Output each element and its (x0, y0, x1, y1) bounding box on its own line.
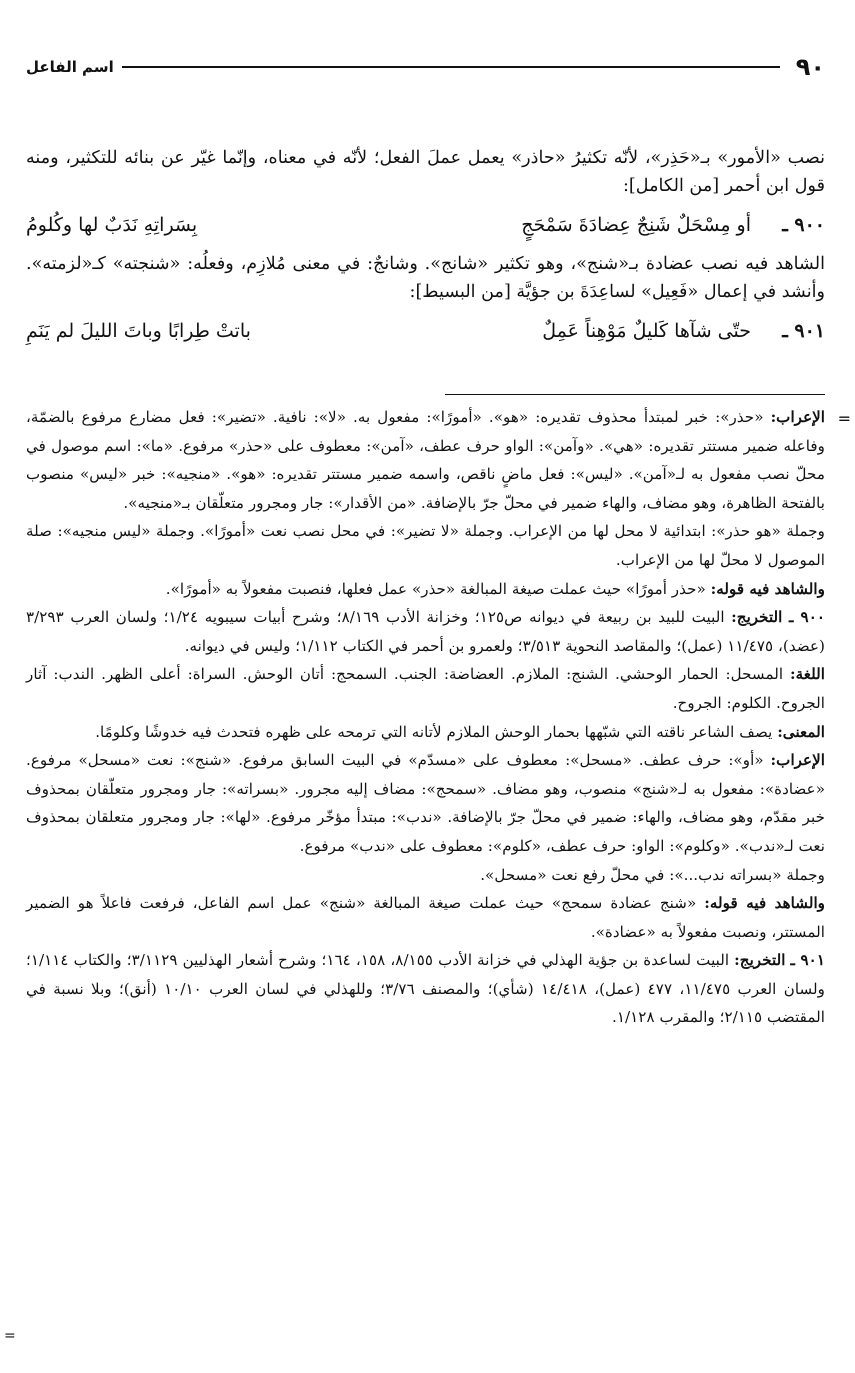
verse-900 (26, 200, 825, 250)
footnote-900-maana (26, 718, 825, 747)
footnote-label: والشاهد فيه قوله: (710, 579, 825, 598)
footnote-900-lugha (26, 660, 825, 717)
footnote-text: «أو»: حرف عطف. «مسحل»: معطوف على «مسدّم» في البيت السابق مرفوع. «شنج»: نعت «مسحل» مرفوع. «عضادة»: مفعول به لـ«شنج» منصوب، وهو مضاف. «سمحج»: مضاف إليه مجرور. «بسراته»: جار ومجرور متعلّقان بمحذوف خبر مقدّم، وهو مضاف، والهاء: ضمير في محلّ جرّ بالإضافة. «ندب»: مبتدأ مؤخّر مرفوع. «لها»: جار ومجرور متعلقان بمحذوف نعت لـ«ندب». «وكلوم»: الواو: حرف عطف، «كلوم»: معطوف على «ندب» مرفوع. (26, 751, 825, 855)
header-rule (122, 66, 780, 68)
verse-number: ٩٠١ ـ (782, 320, 825, 342)
footnote-label: التخريج: (731, 608, 783, 627)
section-title: اسم الفاعل (26, 58, 114, 76)
footnote-text: وجملة «هو حذر»: ابتدائية لا محل لها من الإعراب. وجملة «لا تضير»: في محل نصب نعت «أمورًا». وجملة «ليس منجيه»: صلة الموصول لا محلّ لها من الإعراب. (26, 522, 825, 569)
footnote-901-takhrij (26, 946, 825, 1032)
page-number: ٩٠ (795, 53, 825, 81)
footnote-900-takhrij (26, 603, 825, 660)
body-paragraph-1: نصب «الأمور» بـ«حَذِر»، لأنّه تكثيرُ «حاذر» يعمل عملَ الفعل؛ لأنّه في معناه، وإنّما غيّر عن بنائه للتكثير، ومنه قول ابن أحمر [من الكامل]: (26, 148, 825, 196)
footnote-label: اللغة: (790, 665, 825, 684)
footnotes (26, 403, 851, 1032)
footnote-label: الإعراب: (770, 408, 826, 426)
verse-number: ٩٠٠ ـ (782, 214, 825, 236)
footnote-900-sentences (26, 861, 825, 890)
verse-hemistich-2: بِسَراتِهِ نَدَبٌ لها وكُلومُ (26, 214, 198, 236)
footnote-text: «حذر أمورًا» حيث عملت صيغة المبالغة «حذر» عمل فعلها، فنصبت مفعولاً به «أمورًا». (165, 579, 706, 598)
footnote-text: «حذر»: خبر لمبتدأ محذوف تقديره: «هو». «أمورًا»: مفعول به. «لا»: نافية. «تضير»: فعل مضارع مرفوع بالضمّة، وفاعله ضمير مستتر تقديره: «هي». «وآمن»: الواو حرف عطف، «آمن»: معطوف على «حذر» مرفوع. «ما»: اسم موصول في محلّ نصب مفعول به لـ«آمن». «ليس»: فعل ماضٍ ناقص، واسمه ضمير مستتر تقديره: «هو». «منجيه»: خبر «ليس» منصوب بالفتحة الظاهرة، وهو مضاف، والهاء ضمير في محلّ جرّ بالإضافة. «من الأقدار»: جار ومجرور متعلّقان بـ«منجيه». (26, 408, 825, 512)
footnote-text: البيت لساعدة بن جؤية الهذلي في خزانة الأدب ٨/١٥٥، ١٥٨، ١٦٤؛ وشرح أشعار الهذليين ٣/١١٢٩؛ والكتاب ١/١١٤؛ ولسان العرب ١١/٤٧٥، ٤٧٧ (عمل)، ١٤/٤١٨ (شأي)؛ والمصنف ٣/٧٦؛ وللهذلي في لسان العرب ١٠/١٠ (أنق)؛ وبلا نسبة في المقتضب ٢/١١٥؛ والمقرب ١/١٢٨. (26, 951, 825, 1027)
footnote-label: والشاهد فيه قوله: (704, 894, 826, 913)
footnote-text: يصف الشاعر ناقته التي شبّهها بحمار الوحش الملازم لأتانه التي ترمحه على ظهره فتحدث فيه خدوشًا وكلومًا. (95, 722, 773, 741)
verse-hemistich-1: حتّى شآها كَليلٌ مَوْهِناً عَمِلٌ (542, 320, 751, 342)
footnote-shahid-prev (26, 575, 825, 604)
footnote-separator (445, 394, 825, 395)
footnote-label: الإعراب: (770, 751, 825, 770)
footnote-label: التخريج: (734, 951, 786, 970)
footnote-label: المعنى: (777, 722, 825, 741)
page-edge-mark: = (4, 1328, 16, 1344)
footnote-text: «شنج عضادة سمحج» حيث عملت صيغة المبالغة «شنج» عمل اسم الفاعل، فرفعت فاعلاً هو الضمير المستتر، ونصبت مفعولاً به «عضادة». (26, 894, 825, 941)
verse-901 (26, 306, 825, 356)
footnote-900-irab (26, 746, 825, 860)
footnote-number: ٩٠٠ ـ (789, 608, 826, 627)
footnote-text: المسحل: الحمار الوحشي. الشنج: الملازم. العضاضة: الجنب. السمحج: أتان الوحش. السراة: أعلى الظهر. الندب: آثار الجروح. الكلوم: الجروح. (26, 665, 825, 712)
verse-hemistich-1: أو مِسْحَلٌ شَنِجٌ عِضادَةَ سَمْحَجٍ (521, 214, 751, 236)
footnote-number: ٩٠١ ـ (790, 951, 825, 970)
page-header (26, 52, 825, 82)
footnote-text: وجملة «بسراته ندب...»: في محلّ رفع نعت «مسحل». (480, 865, 825, 884)
footnote-900-shahid (26, 889, 825, 946)
footnote-text: البيت للبيد بن ربيعة في ديوانه ص١٢٥؛ وخزانة الأدب ٨/١٦٩؛ وشرح أبيات سيبويه ١/٢٤؛ ولسان العرب ٣/٢٩٣ (عضد)، ١١/٤٧٥ (عمل)؛ والمقاصد النحوية ٣/٥١٣؛ ولعمرو بن أحمر في الكتاب ١/١١٢؛ وليس في ديوانه. (26, 608, 825, 655)
body-paragraph-2: الشاهد فيه نصب عضادة بـ«شنج»، وهو تكثير «شانج». وشانجٌ: في معنى مُلازِم، وفعلُه: «شنجته» كـ«لزمته». وأنشد في إعمال «فَعِيل» لساعِدَةَ بن جؤيَّة [من البسيط]: (26, 254, 825, 302)
verse-hemistich-2: باتتْ طِرابًا وباتَ الليلَ لم يَنَمِ (26, 320, 251, 342)
footnote-sentences-prev (26, 517, 825, 574)
footnote-irab-prev (26, 403, 825, 517)
continuation-mark: = (837, 409, 851, 428)
